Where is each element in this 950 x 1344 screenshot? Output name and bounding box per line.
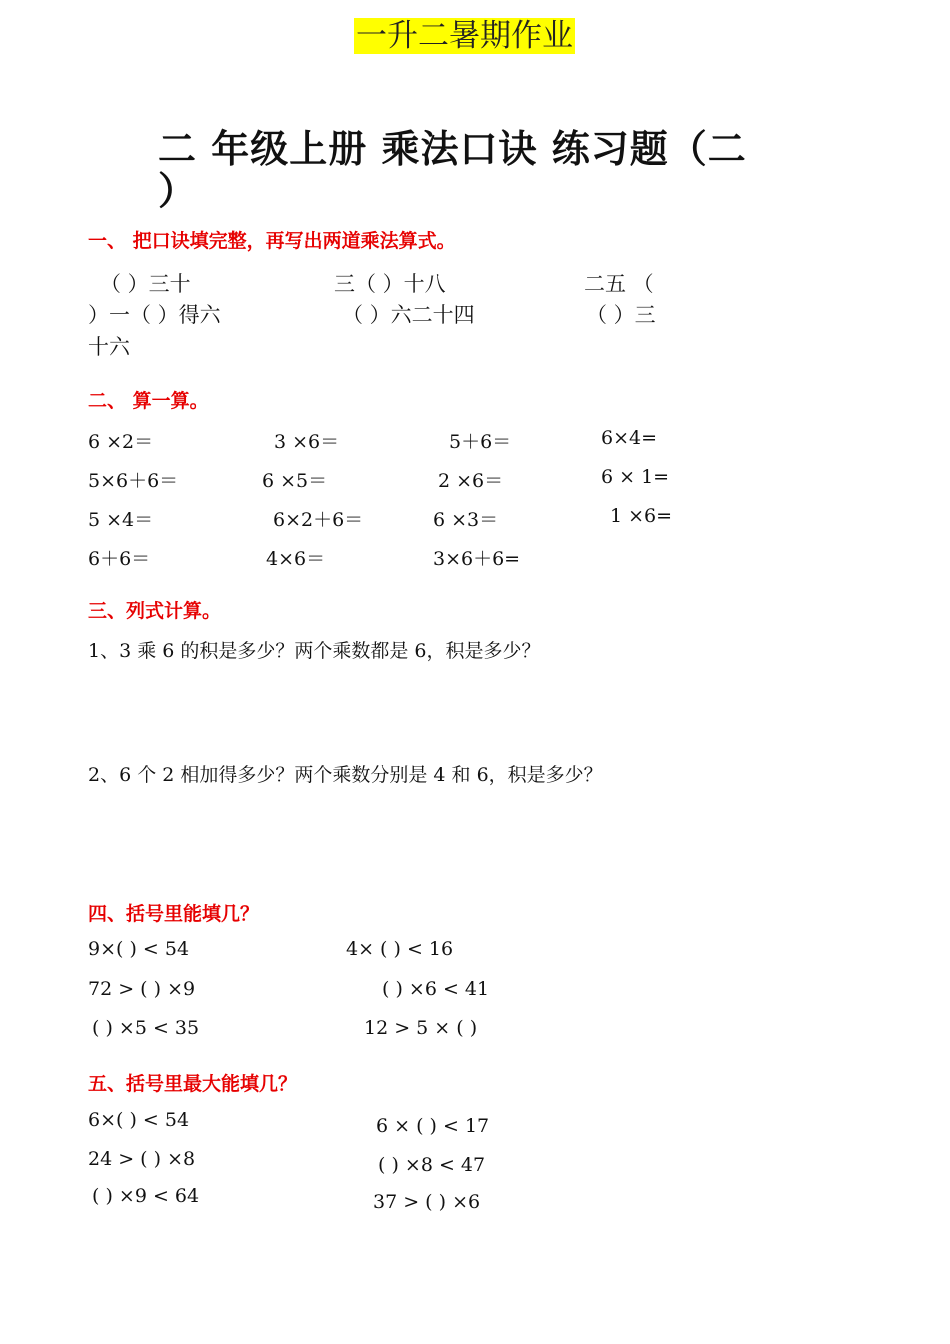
max-fill-item: 37 > ( ) ×6	[373, 1191, 481, 1213]
fill-item: （ ）三十	[100, 272, 191, 296]
calc-item: 6＋6＝	[88, 548, 151, 570]
calc-item: 4×6＝	[266, 548, 326, 570]
inequality-item: 4× ( ) < 16	[346, 938, 454, 960]
calc-item: 5 ×4＝	[88, 509, 154, 531]
max-fill-item: ( ) ×9 < 64	[92, 1185, 200, 1207]
banner-title: 一升二暑期作业	[356, 18, 573, 54]
calc-item: 3 ×6＝	[274, 431, 340, 453]
calc-item: 1 ×6=	[610, 505, 673, 527]
max-fill-item: 6×( ) < 54	[88, 1109, 190, 1131]
fill-item: 十六	[88, 335, 130, 359]
calc-item: 6×2＋6＝	[273, 509, 364, 531]
section-2-heading: 二、 算一算。	[88, 390, 209, 412]
fill-item: （ ）六二十四	[342, 303, 475, 327]
section-3-heading: 三、列式计算。	[88, 600, 222, 622]
calc-item: 3×6＋6=	[433, 548, 521, 570]
calc-item: 2 ×6＝	[438, 470, 504, 492]
max-fill-item: 6 × ( ) < 17	[376, 1115, 490, 1137]
inequality-item: ( ) ×5 < 35	[92, 1017, 200, 1039]
calc-item: 6×4=	[601, 427, 658, 449]
page-title-continuation: ）	[158, 169, 197, 213]
page-title: 二 年级上册 乘法口诀 练习题（二	[158, 127, 747, 171]
calc-item: 6 ×5＝	[262, 470, 328, 492]
calc-item: 6 ×2＝	[88, 431, 154, 453]
fill-item: （ ）三	[586, 303, 656, 327]
word-problem-1: 1、3 乘 6 的积是多少？两个乘数都是 6，积是多少？	[88, 640, 541, 662]
inequality-item: 12 > 5 × ( )	[364, 1017, 478, 1039]
fill-item: 三（ ）十八	[334, 272, 446, 296]
calc-item: 6 × 1=	[601, 466, 670, 488]
fill-item: 二五 （	[584, 272, 654, 296]
inequality-item: 72 > ( ) ×9	[88, 978, 196, 1000]
section-4-heading: 四、括号里能填几？	[88, 903, 260, 925]
calc-item: 5＋6＝	[449, 431, 512, 453]
calc-item: 6 ×3＝	[433, 509, 499, 531]
inequality-item: 9×( ) < 54	[88, 938, 190, 960]
section-5-heading: 五、括号里最大能填几？	[88, 1073, 298, 1095]
calc-item: 5×6＋6＝	[88, 470, 179, 492]
word-problem-2: 2、6 个 2 相加得多少？两个乘数分别是 4 和 6，积是多少？	[88, 764, 603, 786]
inequality-item: ( ) ×6 < 41	[382, 978, 490, 1000]
section-1-heading: 一、 把口诀填完整，再写出两道乘法算式。	[88, 230, 456, 252]
max-fill-item: ( ) ×8 < 47	[378, 1154, 486, 1176]
fill-item: ）一（ ）得六	[88, 303, 221, 327]
max-fill-item: 24 > ( ) ×8	[88, 1148, 196, 1170]
